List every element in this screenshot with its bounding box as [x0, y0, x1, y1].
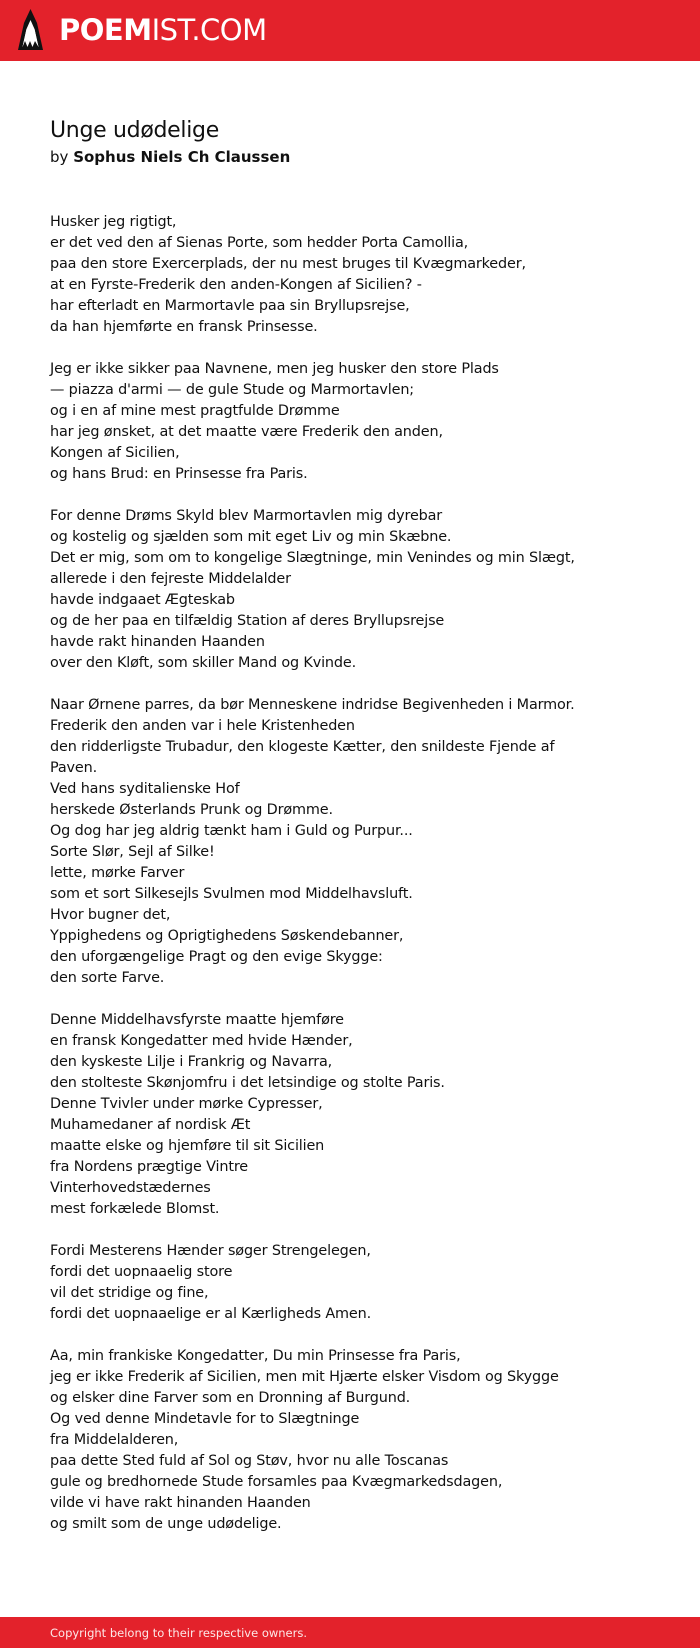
- poem-line: Jeg er ikke sikker paa Navnene, men jeg husker den store Plads: [50, 361, 499, 377]
- poem-line: havde indgaaet Ægteskab: [50, 592, 235, 608]
- poem-line: Frederik den anden var i hele Kristenheden: [50, 718, 355, 734]
- poem-line: da han hjemførte en fransk Prinsesse.: [50, 319, 318, 335]
- poem-line: og elsker dine Farver som en Dronning af Burgund.: [50, 1390, 411, 1406]
- poem-byline: [50, 147, 660, 167]
- logo-light-text: IST.COM: [151, 13, 267, 47]
- by-label: by: [50, 148, 69, 166]
- poem-line: den sorte Farve.: [50, 970, 165, 986]
- poem-line: vilde vi have rakt hinanden Haanden: [50, 1495, 311, 1511]
- poem-line: og smilt som de unge udødelige.: [50, 1516, 282, 1532]
- poem-line: over den Kløft, som skiller Mand og Kvinde.: [50, 655, 357, 671]
- poem-line: Paven.: [50, 760, 98, 776]
- poem-line: paa dette Sted fuld af Sol og Støv, hvor nu alle Toscanas: [50, 1453, 449, 1469]
- site-footer: [0, 1617, 700, 1648]
- poem-line: og hans Brud: en Prinsesse fra Paris.: [50, 466, 308, 482]
- poem-line: havde rakt hinanden Haanden: [50, 634, 265, 650]
- poem-line: en fransk Kongedatter med hvide Hænder,: [50, 1033, 353, 1049]
- copyright-text: Copyright belong to their respective owners.: [50, 1625, 308, 1640]
- poem-line: har efterladt en Marmortavle paa sin Bryllupsrejse,: [50, 298, 410, 314]
- poem-line: den ridderligste Trubadur, den klogeste Kætter, den snildeste Fjende af: [50, 739, 555, 755]
- poem-line: Husker jeg rigtigt,: [50, 214, 177, 230]
- poem-line: maatte elske og hjemføre til sit Sicilien: [50, 1138, 325, 1154]
- poem-stanza: [50, 1010, 660, 1220]
- poem-line: Denne Middelhavsfyrste maatte hjemføre: [50, 1012, 344, 1028]
- poem-title: Unge udødelige: [50, 118, 219, 143]
- poem-line: paa den store Exercerplads, der nu mest bruges til Kvægmarkeder,: [50, 256, 526, 272]
- pen-nib-icon: [17, 8, 44, 52]
- site-logo-text: [59, 13, 267, 47]
- poem-line: Kongen af Sicilien,: [50, 445, 180, 461]
- poem-line: er det ved den af Sienas Porte, som hedder Porta Camollia,: [50, 235, 469, 251]
- poem-line: at en Fyrste-Frederik den anden-Kongen af Sicilien? -: [50, 277, 422, 293]
- poem-stanza: [50, 1346, 660, 1535]
- poem-line: som et sort Silkesejls Svulmen mod Middelhavsluft.: [50, 886, 413, 902]
- poem-body: [50, 212, 660, 1535]
- poem-line: Hvor bugner det,: [50, 907, 171, 923]
- poem-line: For denne Drøms Skyld blev Marmortavlen mig dyrebar: [50, 508, 443, 524]
- poem-stanza: [50, 506, 660, 674]
- poem-line: Aa, min frankiske Kongedatter, Du min Prinsesse fra Paris,: [50, 1348, 461, 1364]
- poem-line: lette, mørke Farver: [50, 865, 185, 881]
- poem-line: og kostelig og sjælden som mit eget Liv og min Skæbne.: [50, 529, 452, 545]
- poem-stanza: [50, 359, 660, 485]
- poem-line: Fordi Mesterens Hænder søger Strengelegen,: [50, 1243, 371, 1259]
- poem-line: herskede Østerlands Prunk og Drømme.: [50, 802, 333, 818]
- poem-line: Sorte Slør, Sejl af Silke!: [50, 844, 215, 860]
- poem-line: den uforgængelige Pragt og den evige Skygge:: [50, 949, 383, 965]
- poem-line: Denne Tvivler under mørke Cypresser,: [50, 1096, 323, 1112]
- poem-line: Muhamedaner af nordisk Æt: [50, 1117, 251, 1133]
- poem-line: Ved hans syditalienske Hof: [50, 781, 240, 797]
- poem-line: fra Middelalderen,: [50, 1432, 179, 1448]
- poem-line: mest forkælede Blomst.: [50, 1201, 220, 1217]
- poem-line: Yppighedens og Oprigtighedens Søskendebanner,: [50, 928, 404, 944]
- site-logo-link[interactable]: [17, 0, 267, 61]
- poem-line: fordi det uopnaaelige er al Kærligheds Amen.: [50, 1306, 372, 1322]
- poem-line: Og dog har jeg aldrig tænkt ham i Guld og Purpur...: [50, 823, 413, 839]
- poem-content: [50, 117, 660, 1556]
- poem-line: og i en af mine mest pragtfulde Drømme: [50, 403, 340, 419]
- poem-line: den stolteste Skønjomfru i det letsindige og stolte Paris.: [50, 1075, 445, 1091]
- poem-line: fra Nordens prægtige Vintre: [50, 1159, 249, 1175]
- poem-line: har jeg ønsket, at det maatte være Frederik den anden,: [50, 424, 443, 440]
- poem-line: den kyskeste Lilje i Frankrig og Navarra,: [50, 1054, 333, 1070]
- poem-line: jeg er ikke Frederik af Sicilien, men mit Hjærte elsker Visdom og Skygge: [50, 1369, 559, 1385]
- poem-line: Naar Ørnene parres, da bør Menneskene indridse Begivenheden i Marmor.: [50, 697, 575, 713]
- logo-bold-text: POEM: [59, 13, 152, 47]
- poem-stanza: [50, 695, 660, 989]
- poem-line: Vinterhovedstædernes: [50, 1180, 211, 1196]
- poem-line: Og ved denne Mindetavle for to Slægtninge: [50, 1411, 360, 1427]
- author-link[interactable]: Sophus Niels Ch Claussen: [73, 148, 291, 166]
- poem-stanza: [50, 212, 660, 338]
- poem-line: og de her paa en tilfældig Station af deres Bryllupsrejse: [50, 613, 445, 629]
- poem-line: fordi det uopnaaelig store: [50, 1264, 233, 1280]
- poem-line: vil det stridige og fine,: [50, 1285, 209, 1301]
- poem-stanza: [50, 1241, 660, 1325]
- poem-line: Det er mig, som om to kongelige Slægtninge, min Venindes og min Slægt,: [50, 550, 575, 566]
- poem-line: allerede i den fejreste Middelalder: [50, 571, 291, 587]
- poem-line: — piazza d'armi — de gule Stude og Marmortavlen;: [50, 382, 414, 398]
- poem-line: gule og bredhornede Stude forsamles paa Kvægmarkedsdagen,: [50, 1474, 503, 1490]
- site-header: [0, 0, 700, 61]
